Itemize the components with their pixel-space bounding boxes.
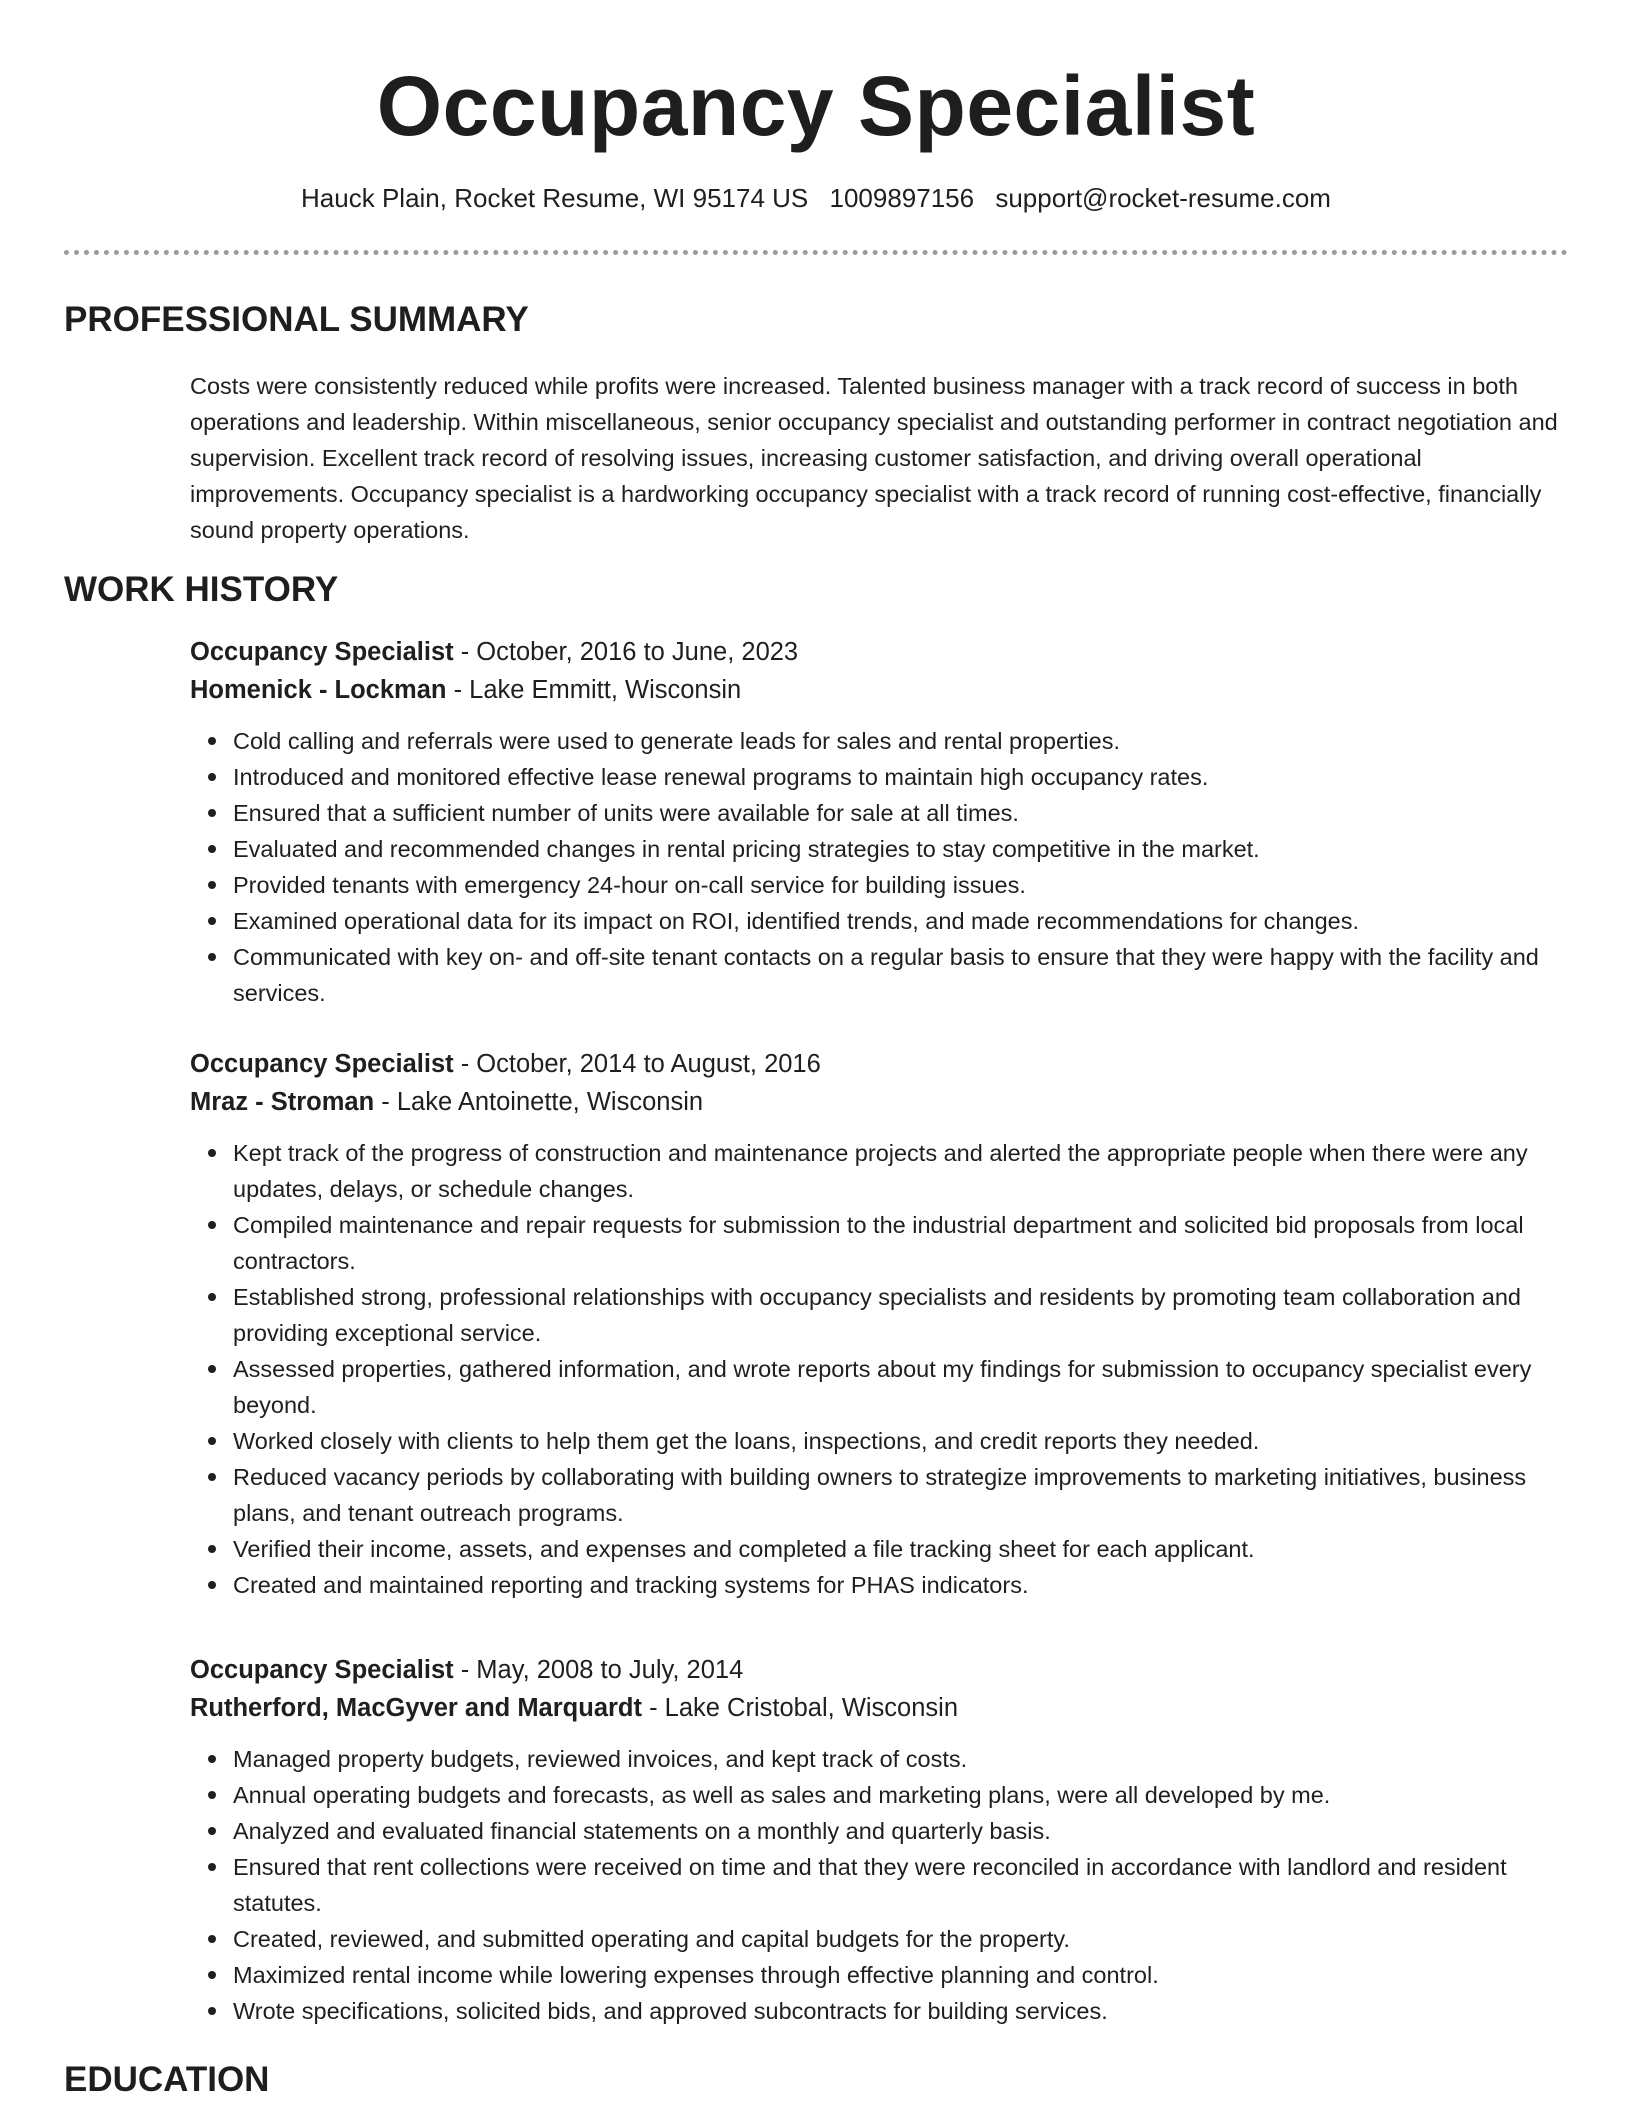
- contact-phone: 1009897156: [829, 183, 975, 213]
- bullet-item: Assessed properties, gathered information, and wrote reports about my findings for submission to occupancy specialist every beyond.: [190, 1351, 1580, 1423]
- job-company-line: [190, 1689, 1580, 1727]
- job-role: Occupancy Specialist: [190, 638, 454, 666]
- bullet-item: Created, reviewed, and submitted operating and capital budgets for the property.: [190, 1921, 1580, 1957]
- job-entry-3: [190, 1651, 1580, 2029]
- bullet-item: Communicated with key on- and off-site tenant contacts on a regular basis to ensure that they were happy with the facility and services.: [190, 939, 1580, 1011]
- contact-line: [0, 180, 1632, 216]
- bullet-item: Worked closely with clients to help them get the loans, inspections, and credit reports they needed.: [190, 1423, 1580, 1459]
- bullet-item: Compiled maintenance and repair requests for submission to the industrial department and solicited bid proposals from local contractors.: [190, 1207, 1580, 1279]
- job-entry-1: [190, 633, 1580, 1011]
- bullet-item: Ensured that rent collections were received on time and that they were reconciled in accordance with landlord and resident statutes.: [190, 1849, 1580, 1921]
- job-company: Homenick - Lockman: [190, 676, 447, 704]
- bullet-item: Verified their income, assets, and expenses and completed a file tracking sheet for each applicant.: [190, 1531, 1580, 1567]
- job-role: Occupancy Specialist: [190, 1656, 454, 1684]
- job-bullets: [190, 723, 1580, 1011]
- bullet-item: Kept track of the progress of construction and maintenance projects and alerted the appropriate people when there were any updates, delays, or schedule changes.: [190, 1135, 1580, 1207]
- job-company-line: [190, 671, 1580, 709]
- job-entry-2: [190, 1045, 1580, 1603]
- bullet-item: Introduced and monitored effective lease renewal programs to maintain high occupancy rates.: [190, 759, 1580, 795]
- bullet-item: Managed property budgets, reviewed invoices, and kept track of costs.: [190, 1741, 1580, 1777]
- section-title-education: EDUCATION: [64, 2060, 270, 2099]
- job-bullets: [190, 1741, 1580, 2029]
- section-title-work-history: WORK HISTORY: [64, 570, 339, 609]
- bullet-item: Evaluated and recommended changes in rental pricing strategies to stay competitive in the market.: [190, 831, 1580, 867]
- job-company: Rutherford, MacGyver and Marquardt: [190, 1694, 642, 1722]
- summary-text: Costs were consistently reduced while profits were increased. Talented business manager with a track record of success in both operations and leadership. Within miscellaneous, senior occupancy specialist and outstanding performer in contract negotiation and supervision. Excellent track record of resolving issues, increasing customer satisfaction, and driving overall operational improvements. Occupancy specialist is a hardworking occupancy specialist with a track record of running cost-effective, financially sound property operations.: [190, 373, 1558, 543]
- bullet-item: Annual operating budgets and forecasts, as well as sales and marketing plans, were all developed by me.: [190, 1777, 1580, 1813]
- bullet-item: Established strong, professional relationships with occupancy specialists and residents by promoting team collaboration and providing exceptional service.: [190, 1279, 1580, 1351]
- bullet-item: Reduced vacancy periods by collaborating with building owners to strategize improvements to marketing initiatives, business plans, and tenant outreach programs.: [190, 1459, 1580, 1531]
- job-dates: - October, 2016 to June, 2023: [453, 638, 799, 666]
- bullet-item: Wrote specifications, solicited bids, and approved subcontracts for building services.: [190, 1993, 1580, 2029]
- job-title-line: [190, 1651, 1580, 1689]
- job-location: - Lake Antoinette, Wisconsin: [374, 1088, 704, 1116]
- bullet-item: Provided tenants with emergency 24-hour on-call service for building issues.: [190, 867, 1580, 903]
- job-location: - Lake Emmitt, Wisconsin: [446, 676, 742, 704]
- job-title-line: [190, 633, 1580, 671]
- bullet-item: Maximized rental income while lowering expenses through effective planning and control.: [190, 1957, 1580, 1993]
- header-divider: [64, 250, 1568, 255]
- candidate-name: Occupancy Specialist: [376, 59, 1256, 153]
- job-title-line: [190, 1045, 1580, 1083]
- job-role: Occupancy Specialist: [190, 1050, 454, 1078]
- job-location: - Lake Cristobal, Wisconsin: [642, 1694, 959, 1722]
- job-dates: - May, 2008 to July, 2014: [453, 1656, 744, 1684]
- bullet-item: Ensured that a sufficient number of units were available for sale at all times.: [190, 795, 1580, 831]
- contact-email: support@rocket-resume.com: [995, 183, 1331, 213]
- section-title-summary: PROFESSIONAL SUMMARY: [64, 300, 529, 339]
- job-company-line: [190, 1083, 1580, 1121]
- job-company: Mraz - Stroman: [190, 1088, 375, 1116]
- bullet-item: Examined operational data for its impact on ROI, identified trends, and made recommendations for changes.: [190, 903, 1580, 939]
- contact-address: Hauck Plain, Rocket Resume, WI 95174 US: [301, 183, 809, 213]
- bullet-item: Created and maintained reporting and tracking systems for PHAS indicators.: [190, 1567, 1580, 1603]
- job-bullets: [190, 1135, 1580, 1603]
- bullet-item: Analyzed and evaluated financial statements on a monthly and quarterly basis.: [190, 1813, 1580, 1849]
- bullet-item: Cold calling and referrals were used to generate leads for sales and rental properties.: [190, 723, 1580, 759]
- job-dates: - October, 2014 to August, 2016: [453, 1050, 821, 1078]
